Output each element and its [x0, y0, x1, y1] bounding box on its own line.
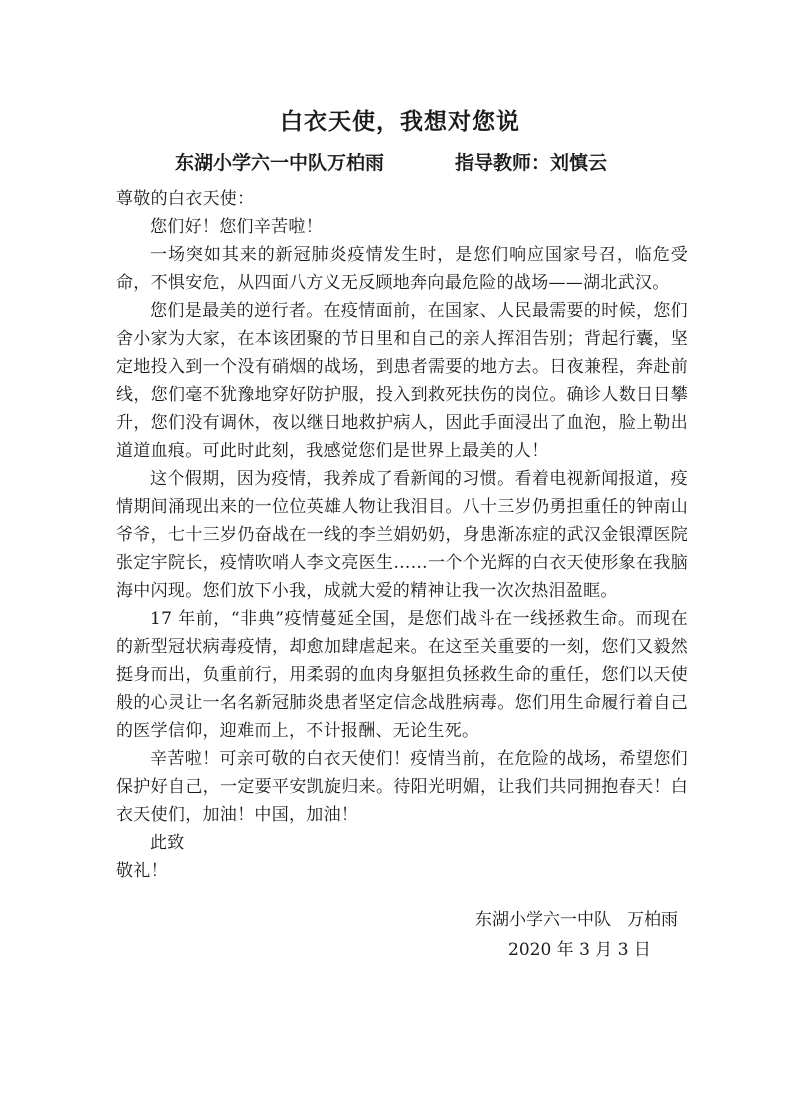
signature-school: 东湖小学六一中队 [475, 910, 611, 930]
signature-date: 2020 年 3 月 3 日 [508, 940, 651, 960]
paragraph: 辛苦啦！可亲可敬的白衣天使们！疫情当前，在危险的战场，希望您们保护好自己，一定要平安凯旋归来。待阳光明媚，让我们共同拥抱春天！白衣天使们，加油！中国，加油！ [116, 749, 688, 825]
paragraph: 17 年前，“非典”疫情蔓延全国，是您们战斗在一线拯救生命。而现在的新型冠状病毒疫情，却愈加肆虐起来。在这至关重要的一刻，您们又毅然挺身而出，负重前行，用柔弱的血肉身躯担负拯救生命的重任，您们以天使般的心灵让一名名新冠肺炎患者坚定信念战胜病毒。您们用生命履行着自己的医学信仰，迎难而上，不计报酬、无论生死。 [116, 609, 688, 741]
paragraph: 一场突如其来的新冠肺炎疫情发生时，是您们响应国家号召，临危受命，不惧安危，从四面八方义无反顾地奔向最危险的战场——湖北武汉。 [116, 245, 688, 293]
paragraph: 这个假期，因为疫情，我养成了看新闻的习惯。看着电视新闻报道，疫情期间涌现出来的一位位英雄人物让我泪目。八十三岁仍勇担重任的钟南山爷爷，七十三岁仍奋战在一线的李兰娟奶奶，身患渐冻症的武汉金银潭医院张定宇院长，疫情吹哨人李文亮医生……一个个光辉的白衣天使形象在我脑海中闪现。您们放下小我，成就大爱的精神让我一次次热泪盈眶。 [116, 469, 688, 601]
salutation: 尊敬的白衣天使： [116, 189, 255, 209]
letter-body [116, 185, 688, 885]
paragraph: 您们好！您们辛苦啦！ [150, 217, 323, 237]
byline-author: 东湖小学六一中队万柏雨 [175, 152, 385, 174]
paragraph: 您们是最美的逆行者。在疫情面前，在国家、人民最需要的时候，您们舍小家为大家，在本该团聚的节日里和自己的亲人挥泪告别；背起行囊，坚定地投入到一个没有硝烟的战场，到患者需要的地方去。日夜兼程，奔赴前线，您们毫不犹豫地穿好防护服，投入到救死扶伤的岗位。确诊人数日日攀升，您们没有调休，夜以继日地救护病人，因此手面浸出了血泡，脸上勒出道道血痕。可此时此刻，我感觉您们是世界上最美的人！ [116, 301, 688, 461]
signature-name: 万柏雨 [627, 910, 678, 930]
closing-line-1: 此致 [150, 833, 185, 853]
byline-teacher: 指导教师：刘慎云 [455, 152, 608, 174]
signature [475, 905, 678, 930]
closing-line-2: 敬礼！ [116, 861, 168, 881]
letter-title: 白衣天使，我想对您说 [280, 109, 520, 135]
